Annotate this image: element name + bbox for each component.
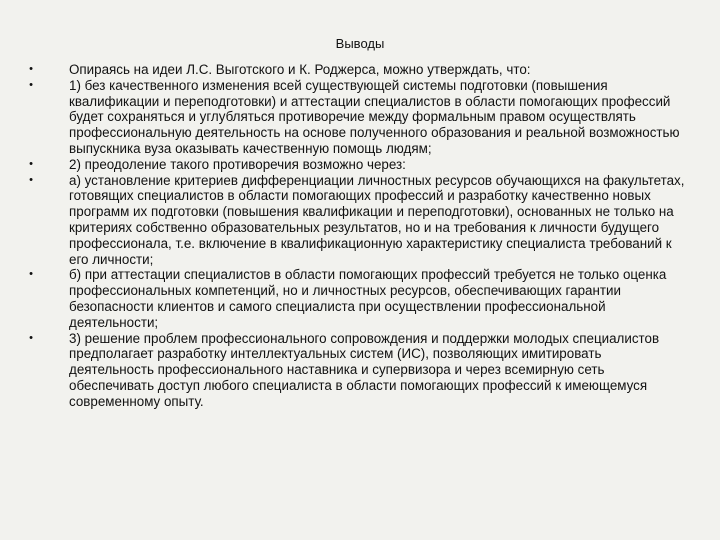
bullet-icon: •	[29, 173, 33, 186]
bullet-item-2	[26, 157, 686, 173]
bullet-item-2b	[26, 267, 686, 330]
bullet-item-2a	[26, 173, 686, 268]
bullet-text: 2) преодоление такого противоречия возможно через:	[69, 156, 406, 172]
bullet-icon: •	[29, 63, 33, 75]
bullet-icon: •	[29, 268, 33, 281]
bullet-text: а) установление критериев дифференциации личностных ресурсов обучающихся на факультетах, готовящих специалистов в области помогающих профессий и разработку качественно новых программ их подготовки (повышения квалификации и переподготовки), основанных не только на критериях собственно образовательных результатов, но и на требования к личности будущего профессионала, т.е. включение в квалификационную характеристику специалиста требований к его личности;	[69, 172, 685, 267]
bullet-item-1	[26, 78, 686, 157]
bullet-text: б) при аттестации специалистов в области помогающих профессий требуется не только оценка профессиональных компетенций, но и личностных ресурсов, обеспечивающих гарантии безопасности клиентов и самого специалиста при осуществлении профессиональной деятельности;	[69, 267, 667, 330]
bullet-text: 1) без качественного изменения всей существующей системы подготовки (повышения квалификации и переподготовки) и аттестации специалистов в области помогающих профессий будет сохраняться и углубляться противоречие между формальным правом осуществлять профессиональную деятельность на основе полученного образования и реальной возможностью выпускника вуза оказывать качественную помощь людям;	[69, 77, 680, 156]
bullet-text: Опираясь на идеи Л.С. Выготского и К. Роджерса, можно утверждать, что:	[69, 62, 531, 77]
bullet-item-intro	[26, 62, 686, 78]
bullet-icon: •	[29, 78, 33, 91]
bullet-item-3	[26, 331, 686, 410]
bullet-list	[26, 62, 686, 410]
slide-title: Выводы	[335, 36, 385, 51]
bullet-icon: •	[29, 157, 33, 170]
bullet-icon: •	[29, 331, 33, 344]
bullet-text: 3) решение проблем профессионального сопровождения и поддержки молодых специалистов предполагает разработку интеллектуальных систем (ИС), позволяющих имитировать деятельность профессионального наставника и супервизора и через всемирную сеть обеспечивать доступ любого специалиста в области помогающих профессий к имеющемуся современному опыту.	[69, 330, 660, 409]
